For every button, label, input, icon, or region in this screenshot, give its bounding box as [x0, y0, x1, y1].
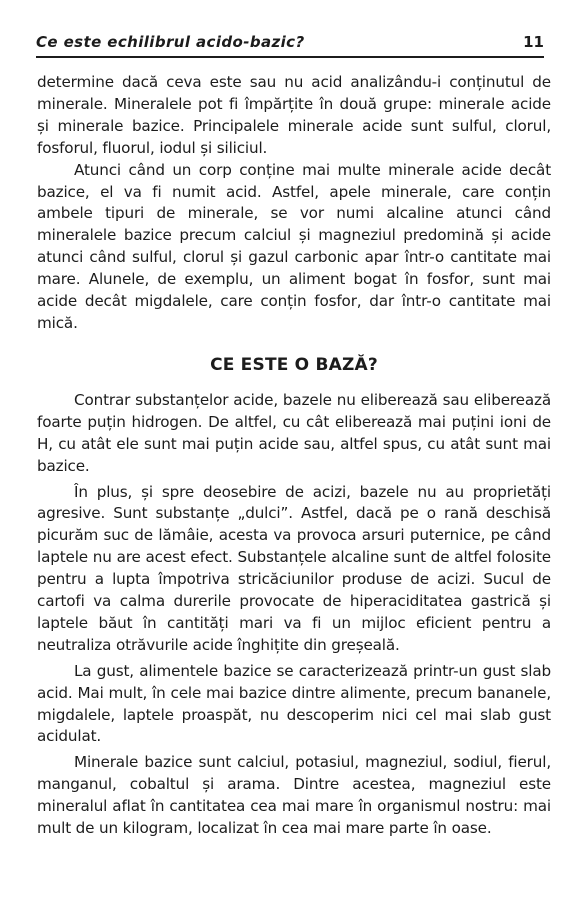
paragraph: În plus, și spre deosebire de acizi, bazele nu au proprietăți agresive. Sunt substanțe „dulci”. Astfel, dacă pe o rană deschisă picurăm suc de lămâie, acesta va provoca arsuri puternice, pe când laptele nu are acest efect. Substanțele alcaline sunt de altfel folosite pentru a lupta împotriva stricăciunilor produse de acizi. Sucul de cartofi va calma durerile provocate de hiperaciditatea gastrică și laptele băut în cantități mari va fi un mijloc eficient pentru a neutraliza otrăvurile acide înghițite din greșeală. — [37, 482, 551, 654]
paragraph: Minerale bazice sunt calciul, potasiul, magneziul, sodiul, fierul, manganul, cobaltul și arama. Dintre acestea, magneziul este mineralul aflat în cantitatea cea mai mare în organismul nostru: mai mult de un kilogram, localizat în cea mai mare parte în oase. — [37, 753, 551, 838]
running-header — [36, 30, 544, 58]
running-title: Ce este echilibrul acido-bazic? — [36, 33, 305, 51]
section-heading: CE ESTE O BAZĂ? — [210, 354, 378, 375]
paragraph: La gust, alimentele bazice se caracterizează printr-un gust slab acid. Mai mult, în cele mai bazice dintre alimente, precum bananele, migdalele, laptele proaspăt, nu descoperim nici cel mai slab gust acidulat. — [37, 661, 551, 746]
paragraph: Contrar substanțelor acide, bazele nu eliberează sau eliberează foarte puțin hidrogen. De altfel, cu cât eliberează mai puțini ioni de H, cu atât ele sunt mai puțin acide sau, altfel spus, cu atât sunt mai bazice. — [37, 390, 551, 475]
body-text — [37, 72, 551, 840]
paragraph: determine dacă ceva este sau nu acid analizându-i conținutul de minerale. Mineralele pot fi împărțite în două grupe: minerale acide și minerale bazice. Principalele minerale acide sunt sulful, clorul, fosforul, fluorul, iodul și siliciul. — [37, 73, 551, 157]
page-number: 11 — [523, 33, 544, 51]
paragraph: Atunci când un corp conține mai multe minerale acide decât bazice, el va fi numit acid. Astfel, apele minerale, care conțin ambele tipuri de minerale, se vor numi alcaline atunci când mineralele bazice precum calciul și magneziul predomină și acide atunci când sulful, clorul și gazul carbonic apar într-o cantitate mai mare. Alunele, de exemplu, un aliment bogat în fosfor, sunt mai acide decât migdalele, care conțin fosfor, dar într-o cantitate mai mică. — [37, 160, 551, 332]
